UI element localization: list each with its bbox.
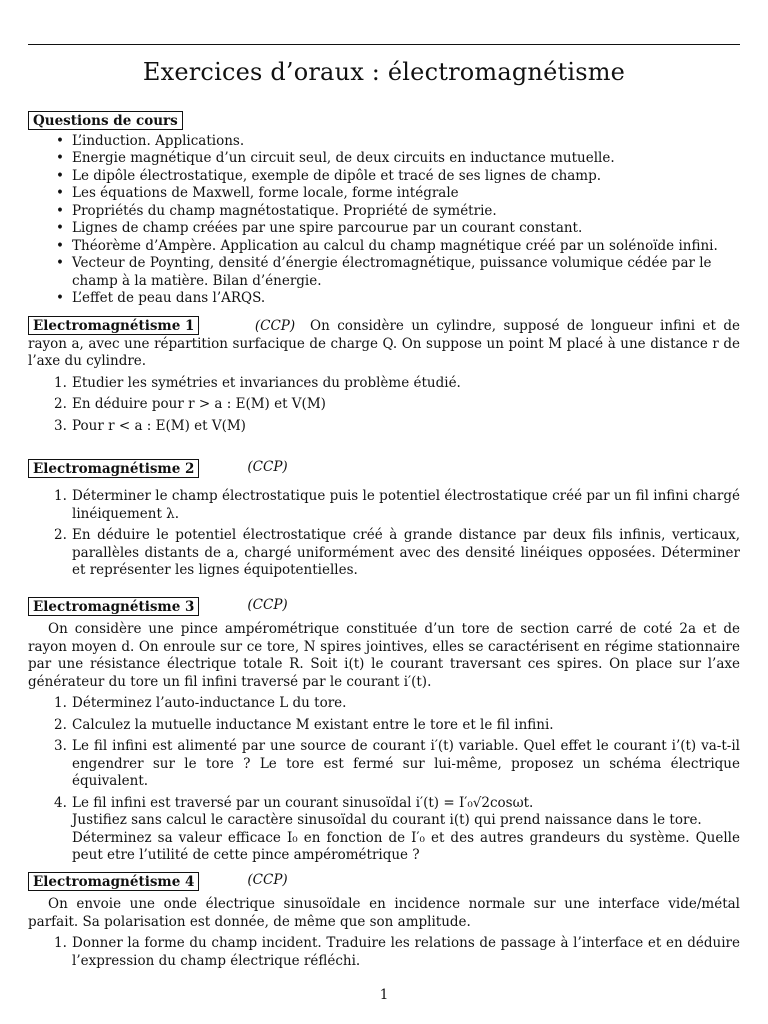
exercise-2-label: Electromagnétisme 2 [28, 459, 199, 478]
list-item: 4. Le fil infini est traversé par un courant sinusoïdal i′(t) = I′₀√2cosωt. Justifiez sans calcul le caractère sinusoïdal du courant i(t) qui prend naissance dans le tore. Déterminez sa valeur efficace I₀ en fonction de I′₀ et des autres grandeurs du système. Quelle peut etre l’utilité de cette pince ampérométrique ? [54, 794, 740, 863]
exercise-4-label: Electromagnétisme 4 [28, 872, 199, 891]
exercise-3-item-4-line-2: Justifiez sans calcul le caractère sinusoïdal du courant i(t) qui prend naissance dans le tore. [72, 812, 702, 828]
list-item: 1. Déterminer le champ électrostatique puis le potentiel électrostatique créé par un fil infini chargé linéiquement λ. [54, 488, 740, 522]
exercise-4-tag: (CCP) [247, 872, 288, 888]
exercise-4-list [28, 935, 740, 970]
list-item: • Lignes de champ créées par une spire parcourue par un courant constant. [54, 220, 740, 238]
exercise-2-tag: (CCP) [247, 459, 288, 475]
page-title: Exercices d’oraux : électromagnétisme [142, 58, 626, 86]
exercise-4-header [28, 872, 740, 891]
exercise-1-tag: (CCP) [254, 318, 296, 334]
list-item: 2. Calculez la mutuelle inductance M existant entre le tore et le fil infini. [54, 716, 554, 733]
list-item: 1. Etudier les symétries et invariances du problème étudié. [54, 374, 461, 391]
exercise-3-list [28, 695, 740, 865]
exercise-2-header [28, 459, 740, 478]
exercise-3-label: Electromagnétisme 3 [28, 597, 199, 616]
section-exercise-1 [28, 316, 740, 439]
list-item: 1. Donner la forme du champ incident. Traduire les relations de passage à l’interface et en déduire l’expression du champ électrique réfléchi. [54, 935, 740, 969]
list-item: • Les équations de Maxwell, forme locale, forme intégrale [54, 185, 740, 203]
list-item: • Vecteur de Poynting, densité d’énergie électromagnétique, puissance volumique cédée par le champ à la matière. Bilan d’énergie. [54, 255, 740, 290]
cours-list [28, 133, 740, 308]
list-item: 1. Déterminez l’auto-inductance L du tore. [54, 695, 347, 711]
exercise-1-intro-text: On considère un cylindre, supposé de longueur infini et de rayon a, avec une répartition surfacique de charge Q. On suppose un point M placé à une distance r de l’axe du cylindre. [28, 318, 741, 369]
section-exercise-4 [28, 872, 740, 974]
exercise-3-item-4-line-3: Déterminez sa valeur efficace I₀ en fonction de I′₀ et des autres grandeurs du système. Quelle peut etre l’utilité de cette pince ampérométrique ? [72, 829, 740, 863]
exercise-1-list [28, 375, 740, 436]
exercise-2-list [28, 488, 740, 580]
list-item: • L’induction. Applications. [54, 133, 740, 151]
exercise-1-label: Electromagnétisme 1 [28, 316, 199, 335]
exercise-3-tag: (CCP) [247, 597, 288, 613]
list-item: 3. Pour r < a : E(M) et V(M) [54, 417, 246, 434]
top-rule [28, 44, 740, 45]
list-item: • Théorème d’Ampère. Application au calcul du champ magnétique créé par un solénoïde infini. [54, 238, 740, 256]
list-item: 3. Le fil infini est alimenté par une source de courant i′(t) variable. Quel effet le courant i’(t) va-t-il engendrer sur le tore ? Le tore est fermé sur lui-même, proposez un schéma électrique équivalent. [54, 738, 740, 789]
exercise-1-intro [28, 316, 740, 371]
section-questions-de-cours [28, 111, 740, 308]
exercise-3-header [28, 597, 740, 616]
exercise-3-intro: On considère une pince ampérométrique constituée d’un tore de section carré de coté 2a et de rayon moyen d. On enroule sur ce tore, N spires jointives, elles se caractérisent en régime stationnaire par une résistance électrique totale R. Soit i(t) le courant traversant ces spires. On place sur l’axe générateur du tore un fil infini traversé par le courant i′(t). [28, 621, 740, 690]
exercise-4-intro: On envoie une onde électrique sinusoïdale en incidence normale sur une interface vide/métal parfait. Sa polarisation est donnée, de même que son amplitude. [28, 896, 740, 930]
list-item: 2. En déduire pour r > a : E(M) et V(M) [54, 396, 326, 412]
section-exercise-3 [28, 597, 740, 869]
list-item: • L’effet de peau dans l’ARQS. [54, 290, 740, 308]
page-number: 1 [379, 987, 389, 1003]
section-exercise-2 [28, 459, 740, 584]
list-item: • Energie magnétique d’un circuit seul, de deux circuits en inductance mutuelle. [54, 150, 740, 168]
list-item: 2. En déduire le potentiel électrostatique créé à grande distance par deux fils infinis, verticaux, parallèles distants de a, chargé uniformément avec des densité linéiques opposées. Déterminer et représenter les lignes équipotentielles. [54, 527, 740, 578]
list-item: • Propriétés du champ magnétostatique. Propriété de symétrie. [54, 203, 740, 221]
section-label-cours: Questions de cours [28, 111, 183, 130]
list-item: • Le dipôle électrostatique, exemple de dipôle et tracé de ses lignes de champ. [54, 168, 740, 186]
